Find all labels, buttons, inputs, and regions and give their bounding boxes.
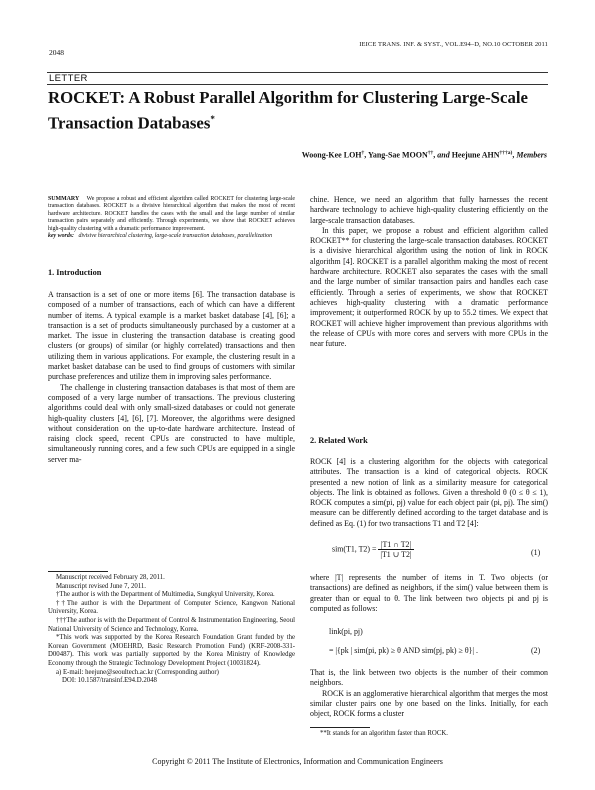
- related-work-p1: ROCK [4] is a clustering algorithm for the objects with categorical attributes. The transaction is a kind of categorical objects. ROCK presented a new notion of link as a similarity measure for categorical objects. The link is obtained as follows. Given a threshold θ (0 ≤ θ ≤ 1), ROCK computes a sim(pi, pj) value for each object pair (pi, pj). The sim() measure can be differently defined according to the target database and is defined as Eq. (1) for two transactions T1 and T2 [4]:: [310, 457, 548, 528]
- related-work-p2: where |T| represents the number of items in T. Two objects (or transactions) are defined as neighbors, if the sim() value between them is greater than or equal to θ. The link between two objects pi and pj is computed as follows:: [310, 573, 548, 613]
- abstract: SUMMARY We propose a robust and efficient algorithm called ROCKET for clustering large-scale transaction databases. ROCKET is a divisive hierarchical algorithm that makes the most of recent hardware architecture. ROCKET handles the cases with the small and the large number of similar transaction pairs separately and efficiently. Through experiments, we show that ROCKET achieves high-quality clustering with a dramatic performance improvement. key words: divisive hierarchical clustering, large-scale transaction databases, parallelization: [48, 196, 295, 240]
- copyright: Copyright © 2011 The Institute of Electronics, Information and Communication Engineers: [152, 757, 443, 766]
- footnote-rule: [310, 727, 370, 728]
- paper-title: ROCKET: A Robust Parallel Algorithm for Clustering Large-Scale Transaction Databases*: [48, 88, 528, 133]
- footnote-rule: [48, 571, 108, 572]
- section-2-heading: 2. Related Work: [310, 436, 368, 445]
- related-work-p3: [310, 668, 548, 719]
- section-1-heading: 1. Introduction: [48, 268, 102, 277]
- intro-paragraph-3: In this paper, we propose a robust and efficient algorithm called ROCKET** for clustering the large-scale transaction databases. ROCKET is a divisive hierarchical algorithm using the notion of link in ROCK algorithm [4]. ROCKET is a parallel algorithm making the most of recent hardware architecture. ROCKET also separates the cases with the small and the large number of similar transaction pairs and handles each case efficiently. Through a series of experiments, we show that ROCKET achieves high-quality clustering with a dramatic performance improvement; it outperformed ROCK by up to 55.2 times. We expect that ROCKET will achieve higher improvement than previous algorithms with the release of CPUs with more cores and servers with more CPUs in the near future.: [310, 225, 548, 349]
- intro-continuation: chine. Hence, we need an algorithm that fully harnesses the recent hardware technology to achieve high-quality clustering efficiently on the large-scale transaction databases.: [310, 195, 548, 225]
- equation-2-rhs: = |{pk | sim(pi, pk) ≥ θ AND sim(pj, pk) ≥ θ}| .: [329, 646, 478, 655]
- top-rule: [47, 72, 548, 73]
- footnote: Manuscript received February 28, 2011.: [56, 574, 165, 581]
- footnote: ††The author is with the Department of Computer Science, Kangwon National University, Korea.: [48, 599, 295, 616]
- doi: DOI: 10.1587/transinf.E94.D.2048: [62, 677, 157, 685]
- paragraph: ROCK is an agglomerative hierarchical algorithm that merges the most similar cluster pairs one by one based on the links. Initially, for each object, ROCK forms a cluster: [310, 688, 548, 719]
- running-head: IEICE TRANS. INF. & SYST., VOL.E94–D, NO.10 OCTOBER 2011: [359, 41, 548, 48]
- footnote: †The author is with the Department of Multimedia, Sungkyul University, Korea.: [56, 591, 275, 599]
- right-column-top: [310, 195, 548, 349]
- footnote: †††The author is with the Department of Control & Instrumentation Engineering, Seoul National University of Science and Technology, Korea.: [48, 616, 295, 633]
- equation-2-tag: (2): [531, 646, 541, 655]
- footnotes: [48, 574, 295, 686]
- intro-body: [48, 290, 295, 465]
- section-label: LETTER: [49, 73, 88, 84]
- intro-paragraph-2: The challenge in clustering transaction databases is that most of them are composed of a very large number of transactions. The previous clustering algorithms could deal with only small-sized databases or could not generate high-quality clusters [4], [6], [7]. Moreover, the algorithms were designed without consideration on the up-to-date hardware architecture. Instead of raising clock speed, recent CPUs are constructed to have multiple, simultaneously running cores, and a few such CPUs are equipped in a single server ma-: [48, 382, 295, 464]
- footnote-rocket: **It stands for an algorithm faster than ROCK.: [320, 730, 448, 737]
- footnote: *This work was supported by the Korea Research Foundation Grant funded by the Korean Government (MOEHRD, Basic Research Promotion Fund) (KRF-2008-331-D00487). This work was partially supported by the Korea Ministry of Knowledge Economy through the Strategic Technology Development Project (10031824).: [48, 634, 295, 667]
- page-number: 2048: [49, 48, 64, 57]
- equation-2-lhs: link(pi, pj): [329, 627, 363, 636]
- footnote: Manuscript revised June 7, 2011.: [56, 582, 146, 590]
- paragraph: That is, the link between two objects is the number of their common neighbors.: [310, 668, 548, 688]
- equation-1: sim(T1, T2) = $\frac{|T1 \cap T2|}{|T1 \cup T2|}$: [332, 540, 412, 559]
- footnote: a) E-mail: heejune@seoultech.ac.kr (Corresponding author): [56, 668, 219, 676]
- label-rule: [47, 84, 548, 85]
- intro-paragraph-1: A transaction is a set of one or more items [6]. The transaction database is composed of a number of transactions, each of which can have a different number of items. A typical example is a market basket database [4], [6]; a transaction is a set of products simultaneously purchased by a customer at a market. The issue in clustering the transaction database is creating good clusters (or groups) of similar (or highly correlated) transactions and then utilizing them in various applications. For example, the clustering result in a market basket database can be used to find groups of customers with similar purchase preferences and utilize them in improving sales performance.: [48, 290, 295, 382]
- author-line: Woong-Kee LOH†, Yang-Sae MOON††, and Heejune AHN$^{\dagger\dagger\dagger a)}$, Members: [301, 150, 547, 160]
- equation-1-tag: (1): [531, 548, 541, 557]
